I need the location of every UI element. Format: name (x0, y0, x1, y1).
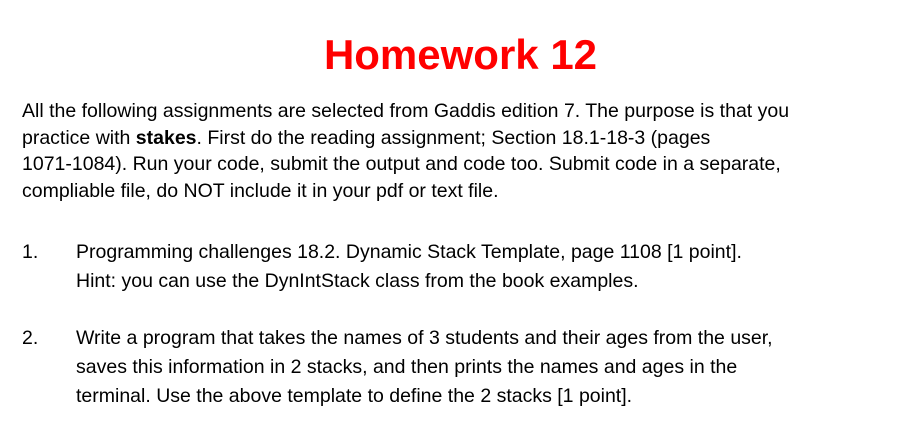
assignment-line: Programming challenges 18.2. Dynamic Stack Template, page 1108 [1 point]. (76, 241, 742, 263)
intro-line-2-start: practice with (22, 126, 136, 149)
assignment-line: Hint: you can use the DynIntStack class from the book examples. (76, 270, 639, 292)
intro-line-2 (22, 125, 907, 152)
assignment-line: saves this information in 2 stacks, and then prints the names and ages in the (76, 356, 738, 378)
intro-line-2-end: . First do the reading assignment; Section 18.1-18-3 (pages (196, 126, 711, 149)
assignment-line: Write a program that takes the names of 3 students and their ages from the user, (76, 327, 773, 349)
intro-line-1: All the following assignments are selected from Gaddis edition 7. The purpose is that you (22, 100, 790, 122)
page-title: Homework 12 (323, 31, 598, 78)
intro-emphasis-stakes: stakes (135, 126, 197, 149)
assignment-line: terminal. Use the above template to define the 2 stacks [1 point]. (76, 385, 633, 407)
assignment-text (76, 238, 906, 296)
intro-line-4: compliable file, do NOT include it in your pdf or text file. (22, 179, 499, 202)
assignment-text (76, 324, 906, 411)
intro-paragraph (22, 98, 907, 204)
intro-line-3: 1071-1084). Run your code, submit the output and code too. Submit code in a separate, (22, 153, 781, 175)
assignment-number: 1. (22, 241, 39, 263)
assignment-number: 2. (22, 327, 39, 349)
